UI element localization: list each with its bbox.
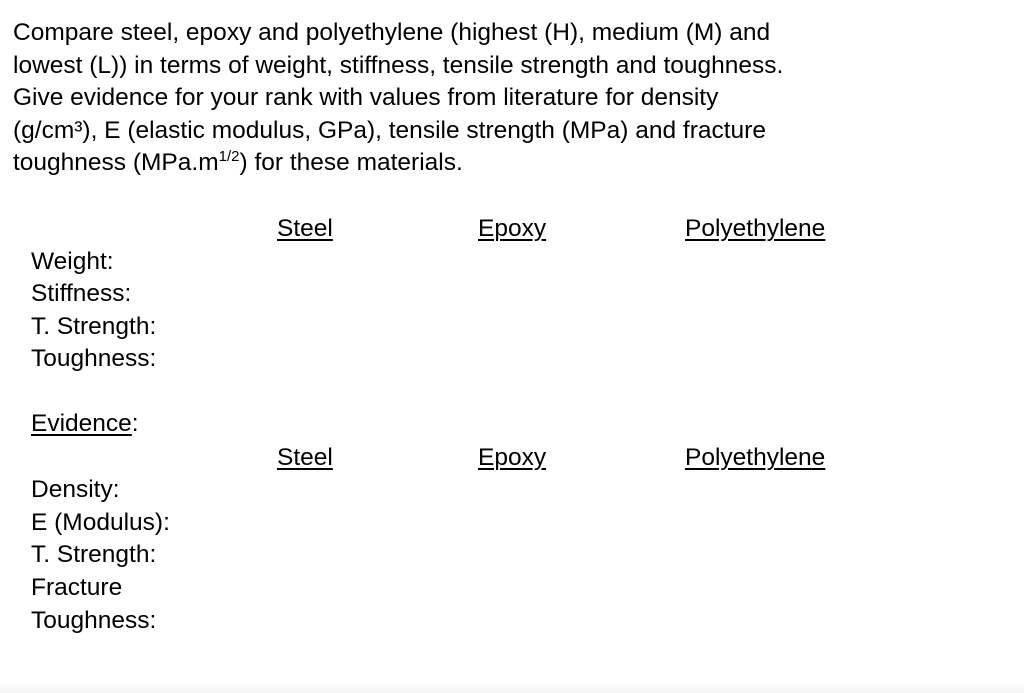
question-line-5 xyxy=(13,147,1013,180)
ranking-row-weight: Weight: xyxy=(31,248,114,275)
evidence-row-toughness: Toughness: xyxy=(31,607,157,634)
question-line-5-superscript: 1/2 xyxy=(218,148,240,166)
question-text xyxy=(13,17,1013,180)
evidence-column-epoxy: Epoxy xyxy=(478,444,547,471)
ranking-row-toughness: Toughness: xyxy=(31,345,157,372)
evidence-row-modulus: E (Modulus): xyxy=(31,509,170,536)
evidence-row-fracture: Fracture xyxy=(31,574,123,601)
evidence-heading-label: Evidence xyxy=(31,410,132,437)
question-line-3: Give evidence for your rank with values from literature for density xyxy=(13,84,719,112)
evidence-heading-colon: : xyxy=(131,410,139,437)
evidence-row-tensile-strength: T. Strength: xyxy=(31,541,157,568)
ranking-column-steel: Steel xyxy=(277,215,333,242)
ranking-row-tensile-strength: T. Strength: xyxy=(31,313,157,340)
question-line-1: Compare steel, epoxy and polyethylene (highest (H), medium (M) and xyxy=(13,19,771,46)
evidence-row-density: Density: xyxy=(31,476,120,503)
question-line-5-start: toughness (MPa.m xyxy=(13,149,219,177)
ranking-column-polyethylene: Polyethylene xyxy=(685,215,826,242)
page-bottom-edge xyxy=(0,681,1024,693)
ranking-column-epoxy: Epoxy xyxy=(478,215,547,242)
evidence-heading xyxy=(31,409,139,439)
question-line-4: (g/cm³), E (elastic modulus, GPa), tensile strength (MPa) and fracture xyxy=(13,116,766,144)
evidence-column-polyethylene: Polyethylene xyxy=(685,444,826,471)
ranking-row-stiffness: Stiffness: xyxy=(31,280,132,307)
evidence-column-steel: Steel xyxy=(277,444,333,471)
question-line-5-end: ) for these materials. xyxy=(239,149,463,177)
question-line-2: lowest (L)) in terms of weight, stiffness, tensile strength and toughness. xyxy=(13,51,784,79)
